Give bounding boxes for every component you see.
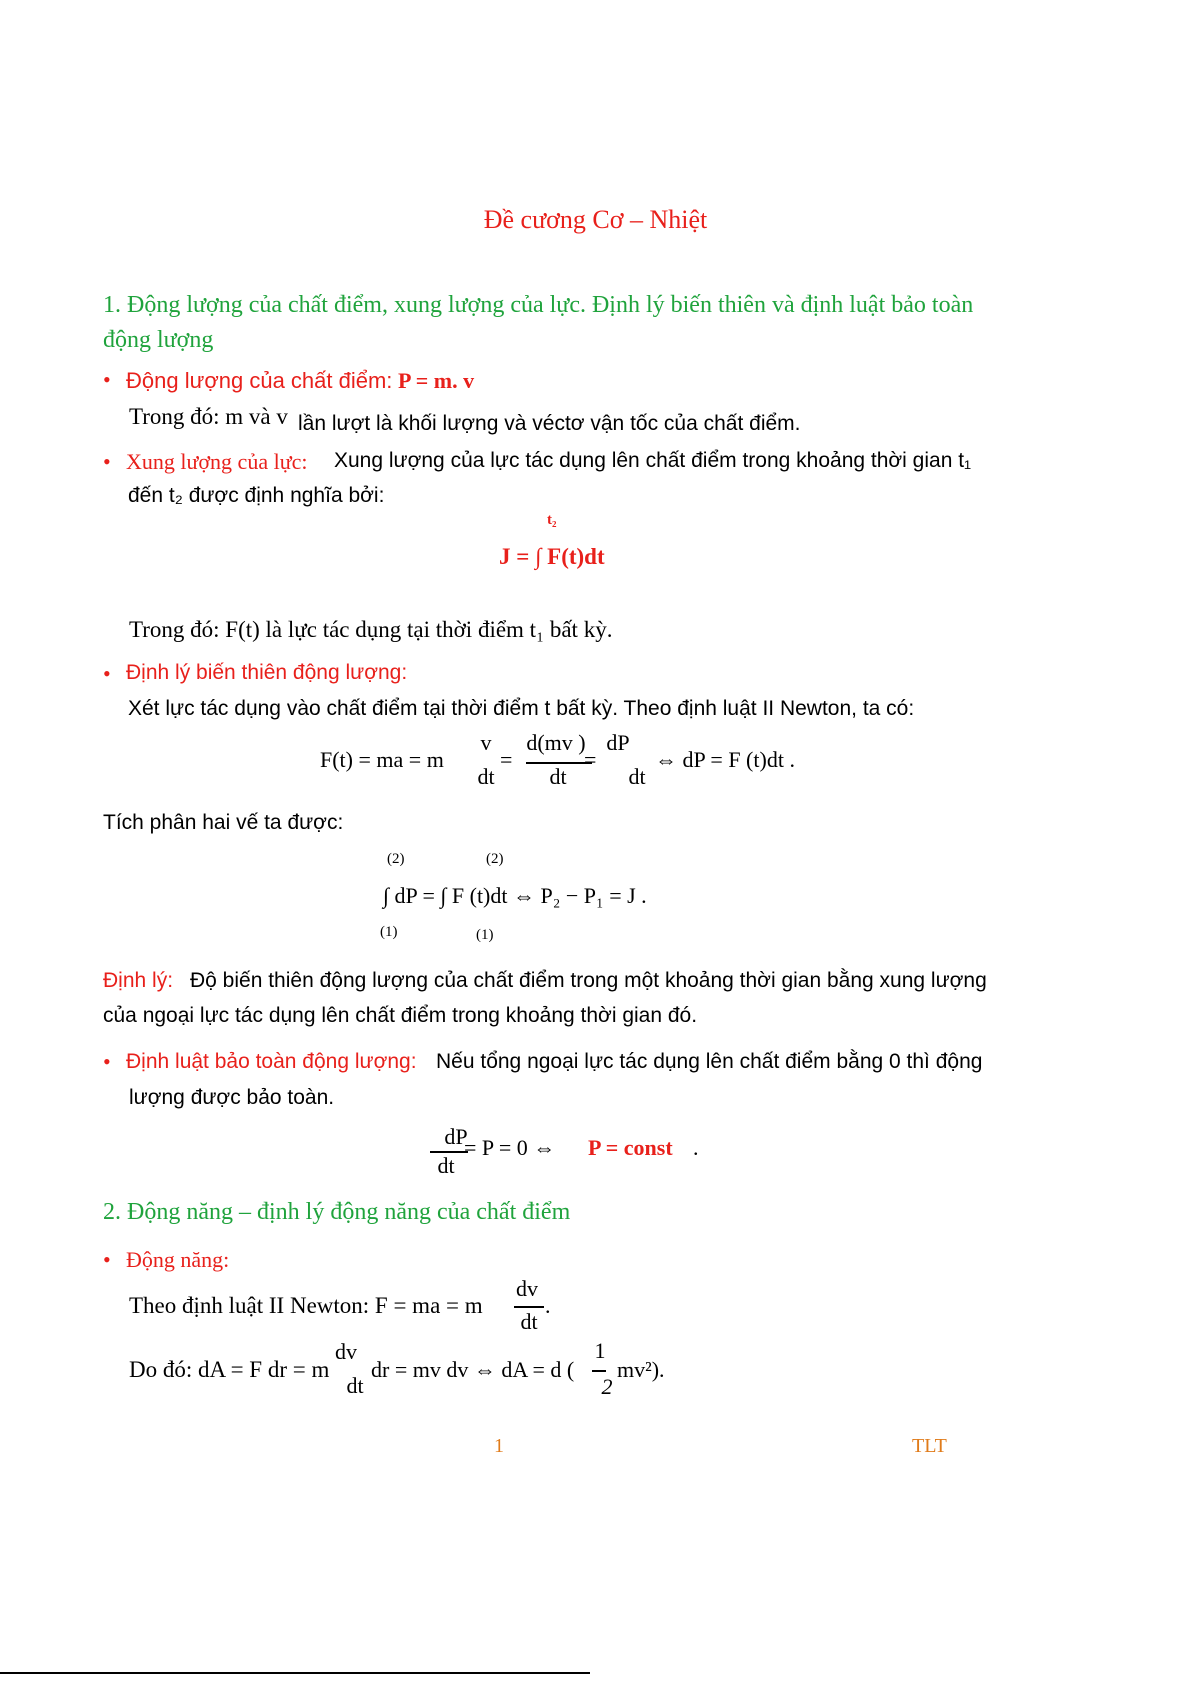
half-num: 1 <box>594 1338 606 1363</box>
cons-end: . <box>693 1135 699 1160</box>
work-mid: dr = mv dv ⇔ dA = d ( <box>371 1357 575 1382</box>
bullet-dot: • <box>103 449 111 474</box>
bullet-dot: • <box>103 367 111 392</box>
int1-upper: (2) <box>387 851 405 867</box>
eq1-frac1-num: v <box>480 730 492 755</box>
momentum-label: Động lượng của chất điểm: <box>126 368 393 393</box>
kinetic-label: Động năng: <box>126 1247 230 1272</box>
work-end: mv²). <box>617 1357 665 1382</box>
half-den: 2 <box>601 1374 613 1399</box>
theorem-text-cont: của ngoại lực tác dụng lên chất điểm trong khoảng thời gian đó. <box>103 1004 698 1027</box>
integral-expression: ∫ dP = ∫ F (t)dt ⇔ P₂ − P₁ = J . <box>383 883 647 908</box>
conservation-text: Nếu tổng ngoại lực tác dụng lên chất điểm bằng 0 thì động <box>436 1050 983 1073</box>
eq1-frac3-num: dP <box>606 730 630 755</box>
momentum-formula: P = m. v <box>398 368 475 393</box>
footnote-rule <box>0 1672 590 1674</box>
cons-mid: = P = 0 ⇔ <box>464 1135 556 1160</box>
momentum-explain-a: Trong đó: m và v <box>129 404 288 429</box>
conservation-label: Định luật bảo toàn động lượng: <box>126 1050 417 1073</box>
work-frac-num: dv <box>335 1339 357 1364</box>
integrate-label: Tích phân hai vế ta được: <box>103 811 344 834</box>
theorem-label: Định lý: <box>103 969 174 992</box>
cons-frac-num: dP <box>444 1124 468 1149</box>
impulse-text: Xung lượng của lực tác dụng lên chất điểm trong khoảng thời gian t₁ <box>334 449 972 472</box>
conservation-text-cont: lượng được bảo toàn. <box>129 1086 335 1109</box>
eq1-eq-a: = <box>500 747 513 772</box>
eq1-left: F(t) = ma = m <box>320 747 444 772</box>
page-number: 1 <box>494 1435 504 1457</box>
bullet-dot: • <box>103 661 111 686</box>
theorem-heading: Định lý biến thiên động lượng: <box>126 661 408 684</box>
section1-heading: 1. Động lượng của chất điểm, xung lượng của lực. Định lý biến thiên và định luật bảo toàn <box>103 292 974 318</box>
newton-text: Xét lực tác dụng vào chất điểm tại thời điểm t bất kỳ. Theo định luật II Newton, ta có: <box>128 697 915 720</box>
newton-frac-bar <box>514 1306 544 1308</box>
momentum-explain-b: lần lượt là khối lượng và véctơ vận tốc của chất điểm. <box>298 412 801 435</box>
impulse-formula: J = ∫ F(t)dt <box>499 544 605 569</box>
newton-end: . <box>545 1293 551 1318</box>
work-frac-den: dt <box>346 1373 364 1398</box>
bullet-dot: • <box>103 1049 111 1074</box>
integral-upper-limit: t₂ <box>547 512 557 528</box>
section1-heading-cont: động lượng <box>103 327 214 353</box>
theorem-text: Độ biến thiên động lượng của chất điểm trong một khoảng thời gian bằng xung lượng <box>190 969 987 992</box>
bullet-dot: • <box>103 1247 111 1272</box>
work-text: Do đó: dA = F dr = m <box>129 1357 330 1382</box>
eq1-right: ⇔ dP = F (t)dt . <box>655 747 795 772</box>
impulse-explain: Trong đó: F(t) là lực tác dụng tại thời điểm t₁ bất kỳ. <box>129 617 613 642</box>
half-bar <box>592 1370 606 1372</box>
eq1-frac2-num: d(mv ) <box>526 730 586 755</box>
author-tag: TLT <box>912 1435 947 1457</box>
int2-upper: (2) <box>486 851 504 867</box>
section2-heading: 2. Động năng – định lý động năng của chất điểm <box>103 1199 571 1225</box>
impulse-label: Xung lượng của lực: <box>126 449 308 474</box>
newton-eq-text: Theo định luật II Newton: F = ma = m <box>129 1293 483 1318</box>
newton-frac-num: dv <box>516 1276 538 1301</box>
eq1-frac3-den: dt <box>628 764 646 789</box>
int2-lower: (1) <box>476 927 494 943</box>
eq1-eq-b: = <box>584 747 597 772</box>
eq1-frac1-den: dt <box>477 764 495 789</box>
int1-lower: (1) <box>380 924 398 940</box>
page-title: Đề cương Cơ – Nhiệt <box>483 205 708 234</box>
eq1-frac2-den: dt <box>549 764 567 789</box>
cons-const: P = const <box>588 1135 673 1160</box>
impulse-text-cont: đến t₂ được định nghĩa bởi: <box>128 484 385 507</box>
cons-frac-den: dt <box>437 1153 455 1178</box>
newton-frac-den: dt <box>520 1309 538 1334</box>
